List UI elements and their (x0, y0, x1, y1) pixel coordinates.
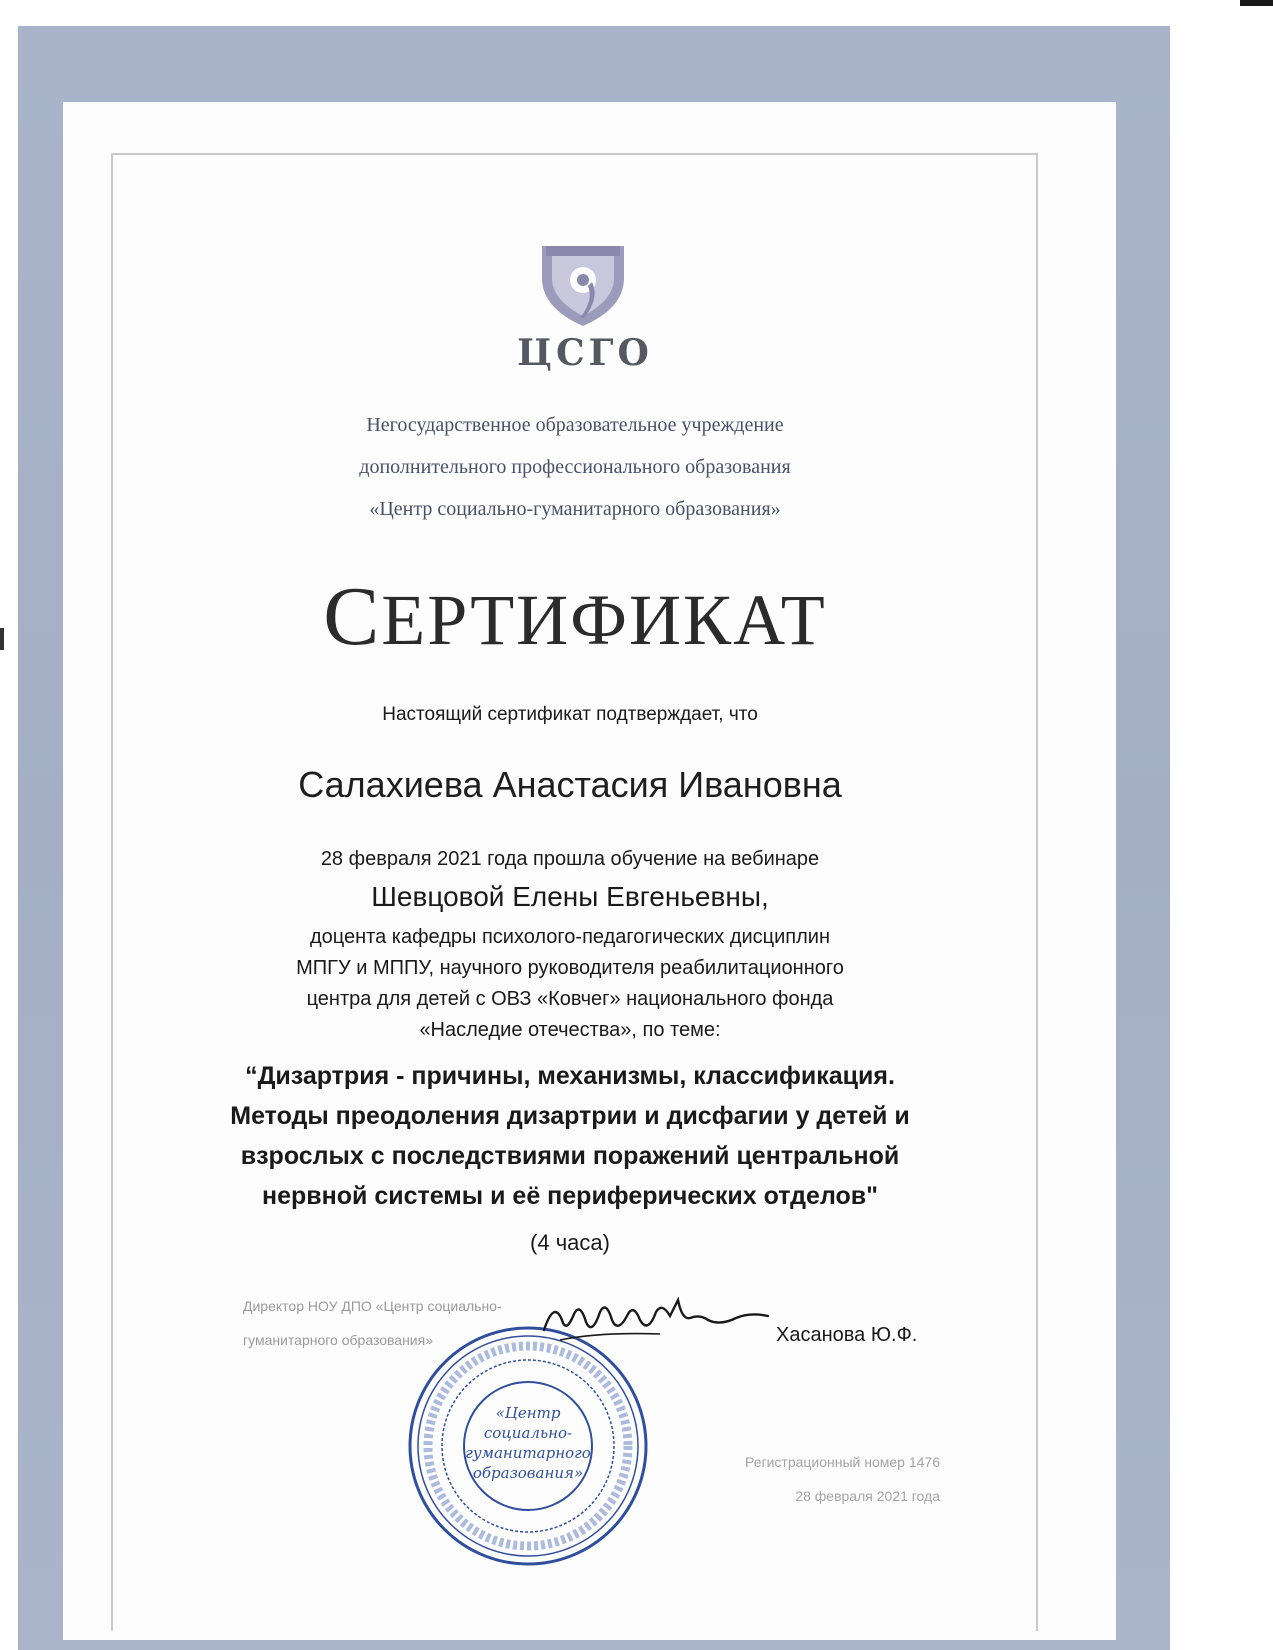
title-rest: ЕРТИФИКАТ (381, 580, 827, 660)
stamp-text-line: образования» (472, 1464, 584, 1482)
title-initial: С (323, 570, 382, 663)
recipient-name: Салахиева Анастасия Ивановна (298, 764, 842, 805)
course-hours: (4 часа) (530, 1230, 610, 1255)
director-title: гуманитарного образования» (243, 1332, 433, 1348)
registration-number: Регистрационный номер 1476 (744, 1454, 940, 1470)
organization-line: «Центр социально-гуманитарного образования» (369, 498, 781, 520)
pen-nib-icon (536, 238, 630, 328)
scan-margin (0, 0, 16, 1650)
organization-line: дополнительного профессионального образования (359, 456, 791, 478)
confirmation-text: Настоящий сертификат подтверждает, что (382, 704, 758, 725)
scan-artifact (1240, 0, 1273, 6)
training-date-line: 28 февраля 2021 года прошла обучение на вебинаре (320, 848, 820, 870)
scan-artifact (0, 628, 4, 650)
description-line: МПГУ и МППУ, научного руководителя реабилитационного (296, 957, 844, 979)
topic-line: взрослых с последствиями поражений центральной (240, 1142, 900, 1170)
description-line: центра для детей с ОВЗ «Ковчег» национального фонда (306, 988, 834, 1010)
lecturer-name: Шевцовой Елены Евгеньевны, (371, 881, 769, 912)
handwritten-signature (540, 1290, 770, 1350)
organization-line: Негосударственное образовательное учреждение (366, 414, 784, 436)
stamp-text-line: «Центр (495, 1404, 561, 1422)
description-line: «Наследие отечества», по теме: (419, 1019, 721, 1041)
topic-line: Методы преодоления дизартрии и дисфагии у детей и (230, 1102, 910, 1130)
topic-line: “Дизартрия - причины, механизмы, классификация. (245, 1062, 895, 1090)
description-line: доцента кафедры психолого-педагогических дисциплин (309, 926, 831, 948)
logo-text: ЦСГО (517, 332, 653, 374)
certificate-title (200, 568, 950, 665)
director-name: Хасанова Ю.Ф. (776, 1324, 918, 1346)
webinar-topic (160, 1056, 980, 1216)
seal-stamp (406, 1324, 650, 1568)
lecturer-description (160, 922, 980, 1046)
registration-date: 28 февраля 2021 года (795, 1488, 940, 1504)
topic-line: нервной системы и её периферических отделов" (261, 1182, 878, 1210)
stamp-text-line: гуманитарного (465, 1444, 591, 1462)
stamp-text-line: социально- (483, 1424, 573, 1442)
director-title: Директор НОУ ДПО «Центр социально- (243, 1298, 502, 1314)
